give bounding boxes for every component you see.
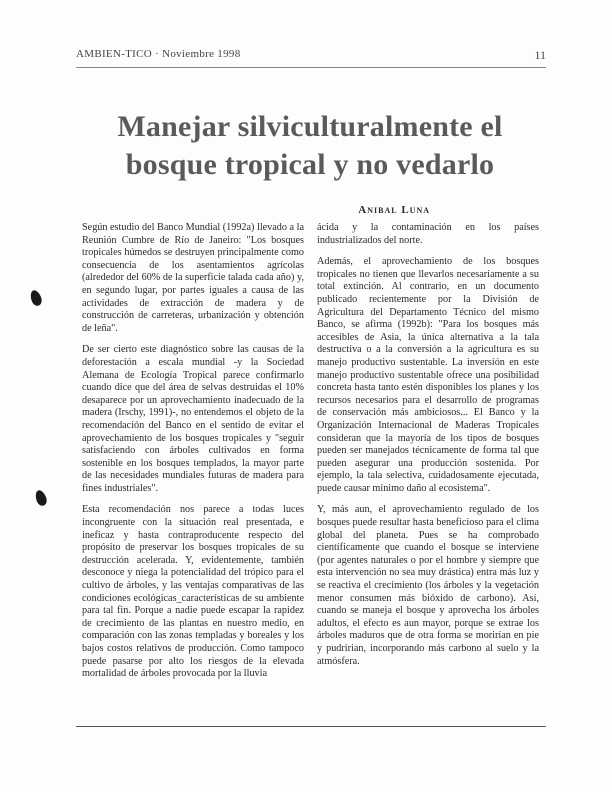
left-column xyxy=(82,222,304,690)
right-paragraph-2: Además, el aprovechamiento de los bosques tropicales no tienen que llevarlos necesariamente a su total extinción. Al contrario, en un documento publicado recientemente por la División de Agricultura del Departamento Técnico del mismo Banco, se afirma (1992b): "Para los bosques más accesibles de Asia, la única alternativa a la tala destructiva o a la conversión a la agricultura es su manejo productivo sustentable. La inversión en este manejo productivo sustentable ofrece una posibilidad concreta hasta tanto estén disponibles los planes y los recursos necesarios para el desarrollo de programas de conservación más ambiciosos... El Banco y la Organización Internacional de Maderas Tropicales consideran que la mayoría de los tipos de bosques pueden ser manejados técnicamente de forma tal que pueden asegurar una producción sostenida. Por ejemplo, la tala selectiva, cuidadosamente ejecutada, puede causar mínimo daño al ecosistema". xyxy=(317,256,539,494)
article-title: Manejar silviculturalmente el bosque tropical y no vedarlo xyxy=(117,110,503,182)
left-paragraph-3: Esta recomendación nos parece a todas luces incongruente con la situación real presentada, e ineficaz y hasta contraproducente respecto del propósito de preservar los bosques tropicales de su destrucción acelerada. Y, evidentemente, también desconoce y niega la potencialidad del trópico para el cultivo de árboles, y las ventajas comparativas de las condiciones ecológicas_características de su ambiente para tal fin. Porque a nadie puede escapar la rapidez de crecimiento de las plantas en nuestro medio, en comparación con las zonas templadas y boreales y los bajos costos relativos de producción. Como tampoco puede pasarse por alto los riesgos de la elevada mortalidad de árboles provocada por la lluvia xyxy=(82,504,304,680)
left-paragraph-2: De ser cierto este diagnóstico sobre las causas de la deforestación a escala mundial -y la Sociedad Alemana de Ecología Tropical parece confirmarlo cuando dice que del área de selvas destruidas el 10% desaparece por un aprovechamiento inadecuado de la madera (Irschy, 1991)-, no entendemos el objeto de la recomendación del Banco en el sentido de evitar el aprovechamiento de los bosques tropicales y "seguir satisfaciendo con árboles cultivados en forma sostenible en los bosques templados, la mayor parte de las necesidades mundiales futuras de madera para fines industriales". xyxy=(82,344,304,494)
left-paragraph-1: Según estudio del Banco Mundial (1992a) llevado a la Reunión Cumbre de Río de Janeiro: "Los bosques tropicales húmedos se destruyen principalmente como consecuencia de los asentamientos agrícolas (alrededor del 60% de la superficie talada cada año) y, en segundo lugar, por partes iguales a causa de las actividades de extracción de madera y de construcción de carreteras, urbanización y obtención de leña". xyxy=(82,222,304,334)
header-divider xyxy=(76,67,546,68)
running-head: AMBIEN-TICO · Noviembre 1998 xyxy=(76,48,241,60)
right-paragraph-1: ácida y la contaminación en los países industrializados del norte. xyxy=(317,222,539,246)
page-header xyxy=(76,48,546,64)
right-paragraph-3: Y, más aun, el aprovechamiento regulado de los bosques puede resultar hasta beneficioso para el clima global del planeta. Pues se ha comprobado científicamente que cuando el bosque se interviene (por agentes naturales o por el hombre y siempre que esta intervención no sea muy drástica) entra más luz y se reactiva el crecimiento (los árboles y la vegetación menor consumen más bióxido de carbono). Así, cuando se maneja el bosque y aprovecha los árboles adultos, el efecto es aun mayor, porque se extrae los árboles maduros que de otra forma se morirían en pie y pudririan, incorporando más carbono al suelo y la atmósfera. xyxy=(317,504,539,667)
right-column xyxy=(317,222,539,677)
article-author: Anibal Luna xyxy=(358,204,430,216)
page-number: 11 xyxy=(534,48,546,62)
footer-divider xyxy=(76,726,546,727)
